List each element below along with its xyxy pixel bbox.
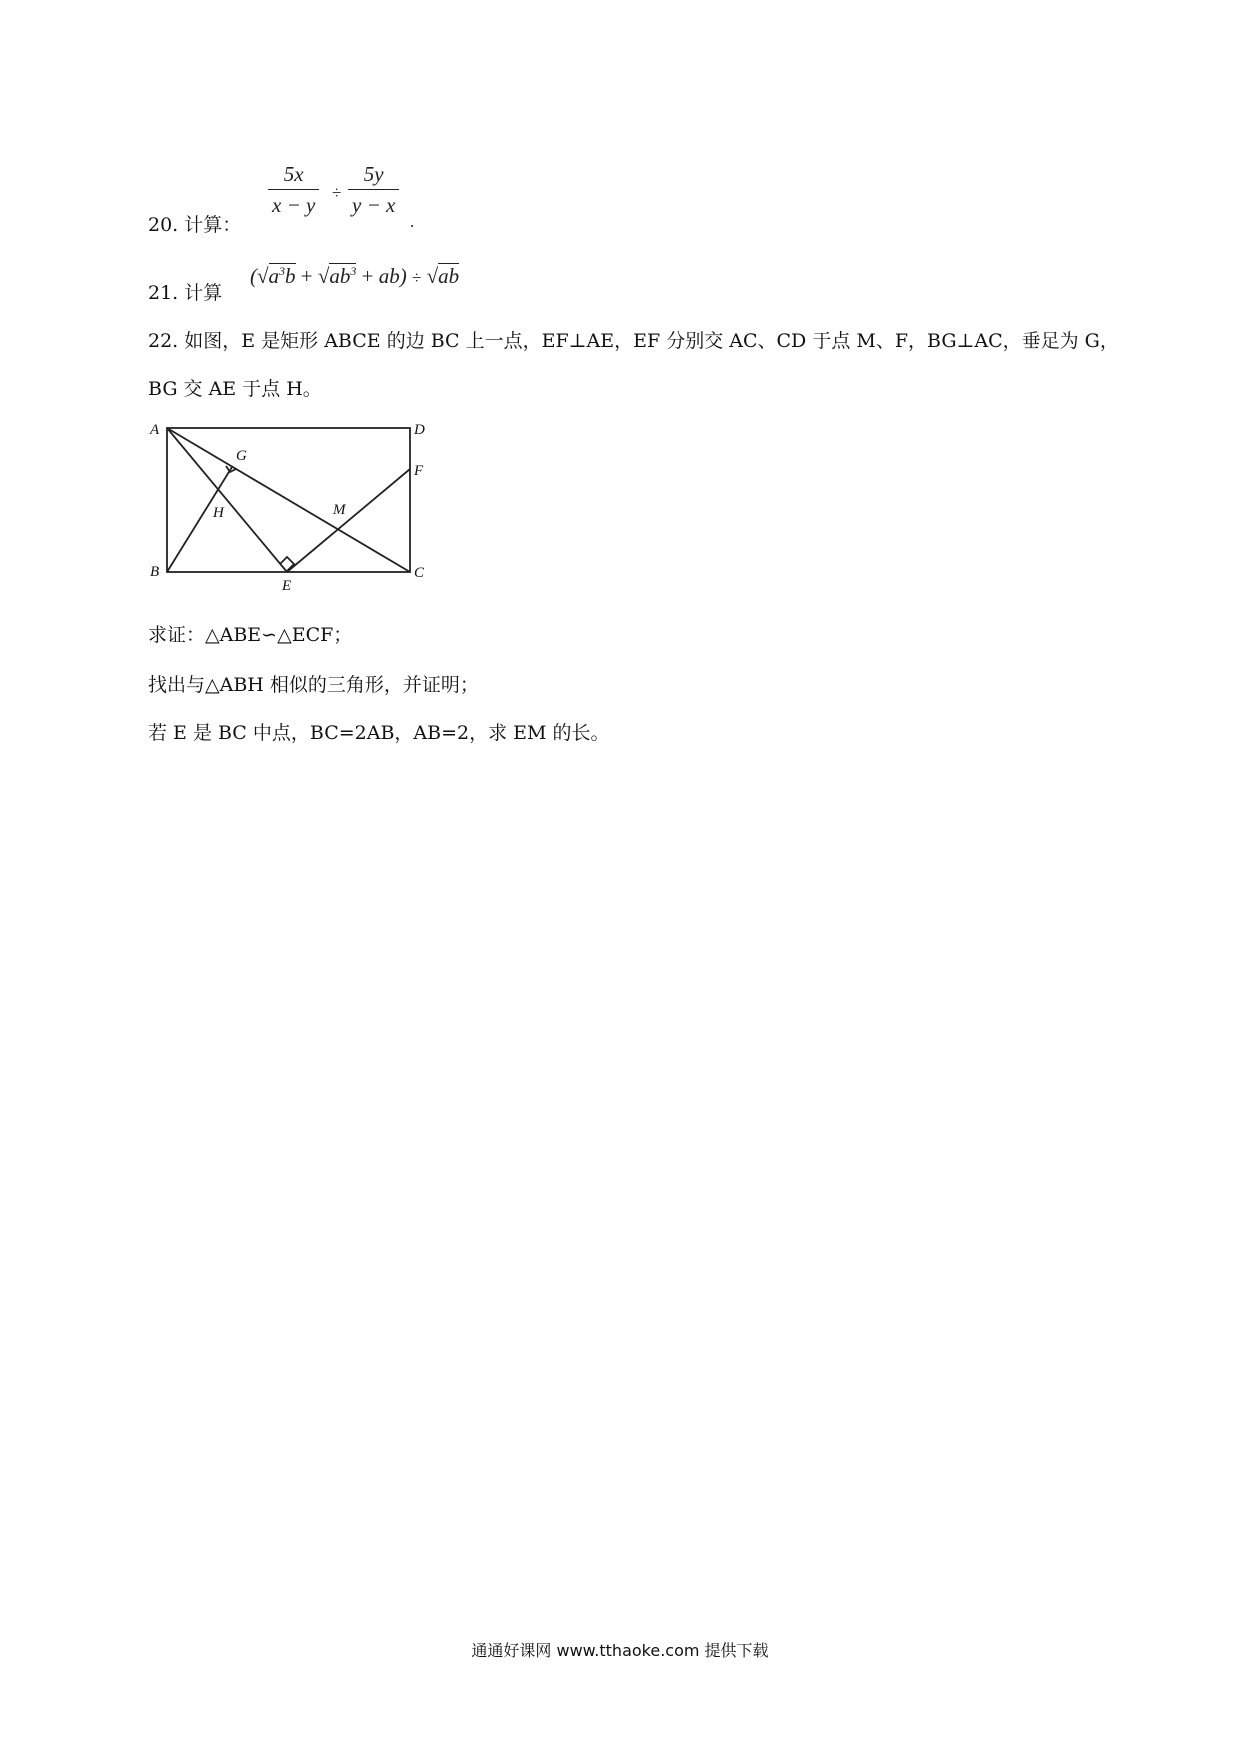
q20-frac2-numerator: 5y bbox=[363, 162, 384, 186]
q21-plus-2: + bbox=[361, 264, 374, 288]
geometry-diagram bbox=[140, 410, 460, 590]
label-m: M bbox=[333, 502, 346, 518]
q22-part-3: 若 E 是 BC 中点，BC=2AB，AB=2，求 EM 的长。 bbox=[148, 722, 610, 744]
q21-sqrt2-exponent: 3 bbox=[350, 264, 357, 278]
label-h: H bbox=[213, 505, 224, 521]
q20-fraction-1 bbox=[268, 162, 319, 218]
q20-label: 20. 计算： bbox=[148, 214, 242, 236]
q20-frac2-denominator: y − x bbox=[352, 193, 396, 217]
q21-close-paren: ) bbox=[399, 264, 407, 288]
page-footer: 通通好课网 www.tthaoke.com 提供下载 bbox=[471, 1641, 769, 1660]
label-b: B bbox=[150, 564, 160, 580]
label-g: G bbox=[236, 448, 247, 464]
q20-divide-sign: ÷ bbox=[332, 183, 342, 202]
q22-line-1: 22. 如图，E 是矩形 ABCE 的边 BC 上一点，EF⊥AE，EF 分别交 AC、CD 于点 M、F，BG⊥AC，垂足为 G， bbox=[148, 330, 1119, 352]
label-f: F bbox=[414, 463, 424, 479]
q20-period: . bbox=[410, 212, 415, 231]
q21-expression bbox=[250, 264, 459, 289]
q21-sqrt1-exponent: 3 bbox=[279, 264, 286, 278]
q21-sqrt3-base: ab bbox=[438, 264, 460, 288]
segment-ef bbox=[287, 469, 410, 572]
q22-line-2: BG 交 AE 于点 H。 bbox=[148, 378, 322, 400]
label-a: A bbox=[150, 422, 160, 438]
label-d: D bbox=[414, 422, 425, 438]
q21-sqrt1-tail: b bbox=[285, 264, 296, 288]
segment-ae bbox=[167, 428, 287, 572]
sqrt-icon: √ bbox=[257, 264, 269, 288]
q22-part-1: 求证：△ABE∽△ECF； bbox=[148, 624, 353, 646]
sqrt-icon: √ bbox=[426, 264, 439, 288]
label-e: E bbox=[282, 578, 292, 590]
q20-frac1-numerator: 5x bbox=[283, 162, 304, 186]
q22-part-2: 找出与△ABH 相似的三角形，并证明； bbox=[148, 674, 479, 696]
q21-open-paren: ( bbox=[250, 264, 257, 288]
label-c: C bbox=[414, 565, 425, 581]
q21-divide-sign: ÷ bbox=[412, 268, 422, 287]
q20-fraction-2 bbox=[348, 162, 399, 218]
sqrt-icon: √ bbox=[317, 264, 330, 288]
q20-frac1-denominator: x − y bbox=[272, 193, 316, 217]
q21-sqrt2-base: ab bbox=[329, 264, 351, 288]
q21-ab-term: ab bbox=[378, 264, 400, 288]
q21-label: 21. 计算 bbox=[148, 282, 223, 304]
q21-sqrt1-base: a bbox=[268, 264, 280, 288]
q21-plus-1: + bbox=[300, 264, 313, 288]
